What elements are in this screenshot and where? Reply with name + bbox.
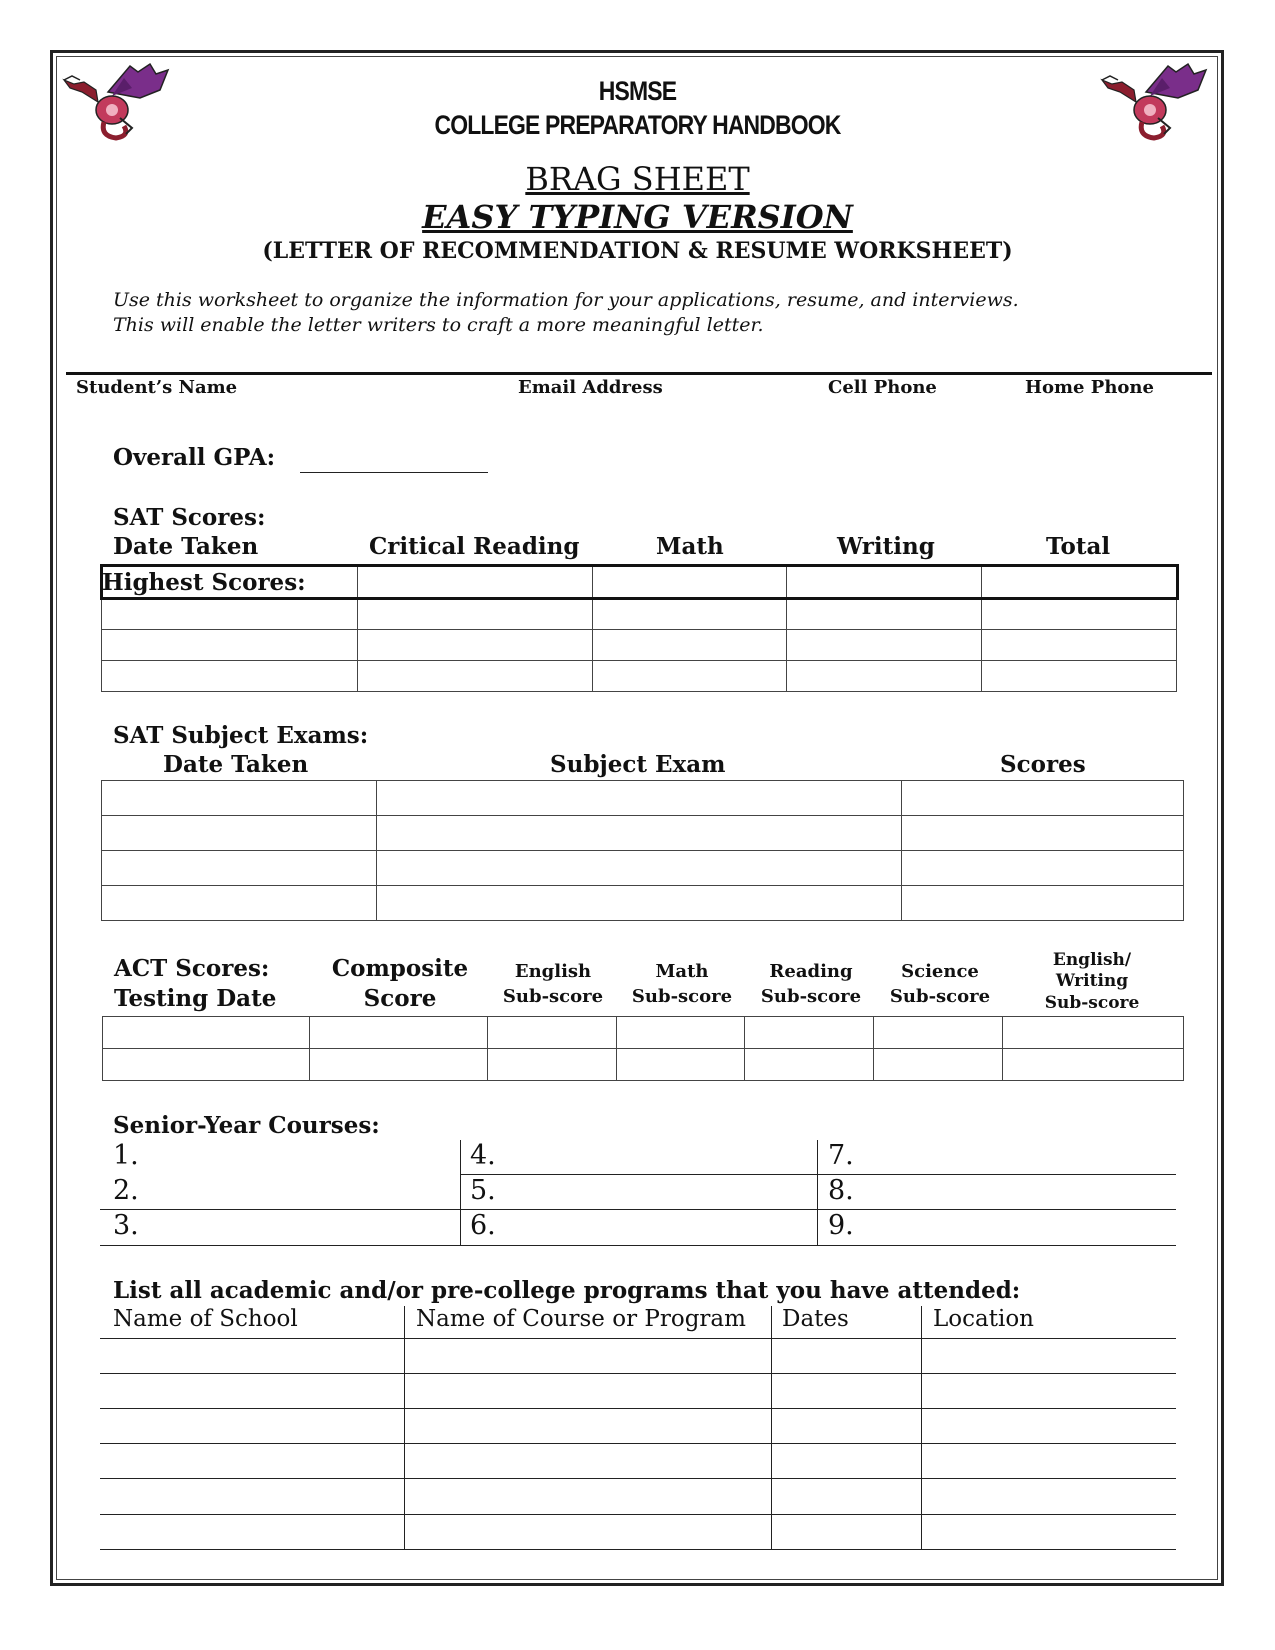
courses-divider xyxy=(460,1140,461,1246)
table-cell[interactable] xyxy=(616,1049,745,1081)
sat-col-date: Date Taken xyxy=(113,533,259,560)
page-title: BRAG SHEET xyxy=(525,160,750,198)
act-english-2: Sub-score xyxy=(502,986,604,1007)
course-number: 9. xyxy=(828,1210,854,1241)
table-cell[interactable] xyxy=(102,599,358,630)
table-cell[interactable] xyxy=(102,781,377,816)
act-composite-2: Score xyxy=(363,985,437,1012)
programs-col-location: Location xyxy=(933,1306,1034,1332)
course-number: 7. xyxy=(828,1140,854,1171)
table-cell[interactable] xyxy=(357,661,592,692)
table-row xyxy=(103,1049,1184,1081)
sat-highest-row-border xyxy=(100,564,1179,600)
sat-col-writing: Writing xyxy=(837,533,935,560)
act-science-1: Science xyxy=(901,961,979,982)
table-cell[interactable] xyxy=(357,599,592,630)
org-name: HSMSE xyxy=(598,76,677,106)
act-math-2: Sub-score xyxy=(631,986,733,1007)
table-cell[interactable] xyxy=(1003,1049,1184,1081)
programs-row-line xyxy=(100,1514,1176,1515)
courses-heading: Senior-Year Courses: xyxy=(113,1112,380,1139)
table-cell[interactable] xyxy=(309,1017,487,1049)
gpa-field[interactable] xyxy=(300,472,488,473)
programs-row-line xyxy=(100,1408,1176,1409)
table-row xyxy=(102,851,1184,886)
table-cell[interactable] xyxy=(1003,1017,1184,1049)
sat-col-math: Math xyxy=(656,533,724,560)
courses-row-line xyxy=(100,1245,1176,1246)
act-math-1: Math xyxy=(655,961,709,982)
course-number: 4. xyxy=(470,1140,496,1171)
table-cell[interactable] xyxy=(874,1049,1003,1081)
sat-subject-table xyxy=(101,780,1184,921)
table-cell[interactable] xyxy=(102,886,377,921)
contact-rule xyxy=(66,372,1212,375)
table-cell[interactable] xyxy=(902,886,1184,921)
programs-row-line xyxy=(100,1373,1176,1374)
table-cell[interactable] xyxy=(102,816,377,851)
gpa-label: Overall GPA: xyxy=(113,444,276,471)
table-row xyxy=(102,781,1184,816)
subject-col-date: Date Taken xyxy=(163,751,309,778)
table-cell[interactable] xyxy=(902,781,1184,816)
act-science-2: Sub-score xyxy=(889,986,991,1007)
page-subtitle-2: (LETTER OF RECOMMENDATION & RESUME WORKSHEET) xyxy=(262,238,1013,264)
table-cell[interactable] xyxy=(982,661,1177,692)
table-cell[interactable] xyxy=(103,1017,310,1049)
table-cell[interactable] xyxy=(902,851,1184,886)
course-number: 5. xyxy=(470,1175,496,1206)
table-cell[interactable] xyxy=(102,630,358,661)
courses-row-line xyxy=(100,1209,1176,1210)
course-number: 6. xyxy=(470,1210,496,1241)
table-cell[interactable] xyxy=(616,1017,745,1049)
programs-col-school: Name of School xyxy=(113,1306,298,1332)
sat-col-critical-reading: Critical Reading xyxy=(369,533,580,560)
table-row xyxy=(102,886,1184,921)
act-table xyxy=(102,1016,1184,1081)
act-heading: ACT Scores: xyxy=(114,955,270,982)
programs-row-line xyxy=(100,1443,1176,1444)
table-cell[interactable] xyxy=(592,661,787,692)
table-cell[interactable] xyxy=(787,599,982,630)
table-cell[interactable] xyxy=(902,816,1184,851)
table-cell[interactable] xyxy=(102,851,377,886)
act-ew-3: Sub-score xyxy=(1044,993,1140,1013)
table-row xyxy=(102,630,1177,661)
table-row xyxy=(102,599,1177,630)
table-cell[interactable] xyxy=(487,1049,616,1081)
home-phone-label: Home Phone xyxy=(1025,377,1154,398)
act-reading-1: Reading xyxy=(769,961,853,982)
act-ew-1: English/ xyxy=(1052,950,1132,970)
sat-col-total: Total xyxy=(1046,533,1111,560)
table-cell[interactable] xyxy=(102,661,358,692)
table-row xyxy=(102,661,1177,692)
sat-heading: SAT Scores: xyxy=(113,504,266,531)
table-cell[interactable] xyxy=(745,1049,874,1081)
act-ew-2: Writing xyxy=(1055,971,1129,991)
table-cell[interactable] xyxy=(592,630,787,661)
course-number: 1. xyxy=(113,1140,139,1171)
table-cell[interactable] xyxy=(376,886,902,921)
course-number: 2. xyxy=(113,1175,139,1206)
table-cell[interactable] xyxy=(874,1017,1003,1049)
table-cell[interactable] xyxy=(376,816,902,851)
programs-row-line xyxy=(100,1338,1176,1339)
table-cell[interactable] xyxy=(103,1049,310,1081)
course-number: 3. xyxy=(113,1210,139,1241)
table-cell[interactable] xyxy=(982,630,1177,661)
programs-col-dates: Dates xyxy=(782,1306,849,1332)
sat-highest-label: Highest Scores: xyxy=(102,566,358,599)
courses-row-line xyxy=(460,1174,1176,1175)
courses-divider xyxy=(817,1140,818,1246)
act-english-1: English xyxy=(514,961,592,982)
table-row xyxy=(102,816,1184,851)
act-composite-1: Composite xyxy=(331,955,469,982)
subject-col-scores: Scores xyxy=(1000,751,1086,778)
table-cell[interactable] xyxy=(745,1017,874,1049)
table-cell[interactable] xyxy=(787,661,982,692)
subject-col-exam: Subject Exam xyxy=(550,751,726,778)
intro-line-1: Use this worksheet to organize the information for your applications, resume, and interviews. xyxy=(113,289,1019,311)
email-label: Email Address xyxy=(518,377,663,398)
act-testing-date: Testing Date xyxy=(114,985,277,1012)
programs-heading: List all academic and/or pre-college programs that you have attended: xyxy=(113,1277,1021,1304)
table-cell[interactable] xyxy=(487,1017,616,1049)
cell-phone-label: Cell Phone xyxy=(828,377,937,398)
programs-col-course: Name of Course or Program xyxy=(416,1306,746,1332)
table-cell[interactable] xyxy=(592,599,787,630)
intro-line-2: This will enable the letter writers to craft a more meaningful letter. xyxy=(113,314,764,336)
table-cell[interactable] xyxy=(982,599,1177,630)
sat-subject-heading: SAT Subject Exams: xyxy=(113,722,369,749)
course-number: 8. xyxy=(828,1175,854,1206)
programs-row-line xyxy=(100,1478,1176,1479)
table-cell[interactable] xyxy=(357,630,592,661)
programs-row-line xyxy=(100,1549,1176,1550)
handbook-title: COLLEGE PREPARATORY HANDBOOK xyxy=(434,110,841,140)
table-cell[interactable] xyxy=(376,781,902,816)
table-cell[interactable] xyxy=(787,630,982,661)
table-row xyxy=(103,1017,1184,1049)
page-subtitle: EASY TYPING VERSION xyxy=(422,198,853,236)
act-reading-2: Sub-score xyxy=(760,986,862,1007)
table-cell[interactable] xyxy=(309,1049,487,1081)
student-name-label: Student’s Name xyxy=(76,377,238,398)
table-cell[interactable] xyxy=(376,851,902,886)
